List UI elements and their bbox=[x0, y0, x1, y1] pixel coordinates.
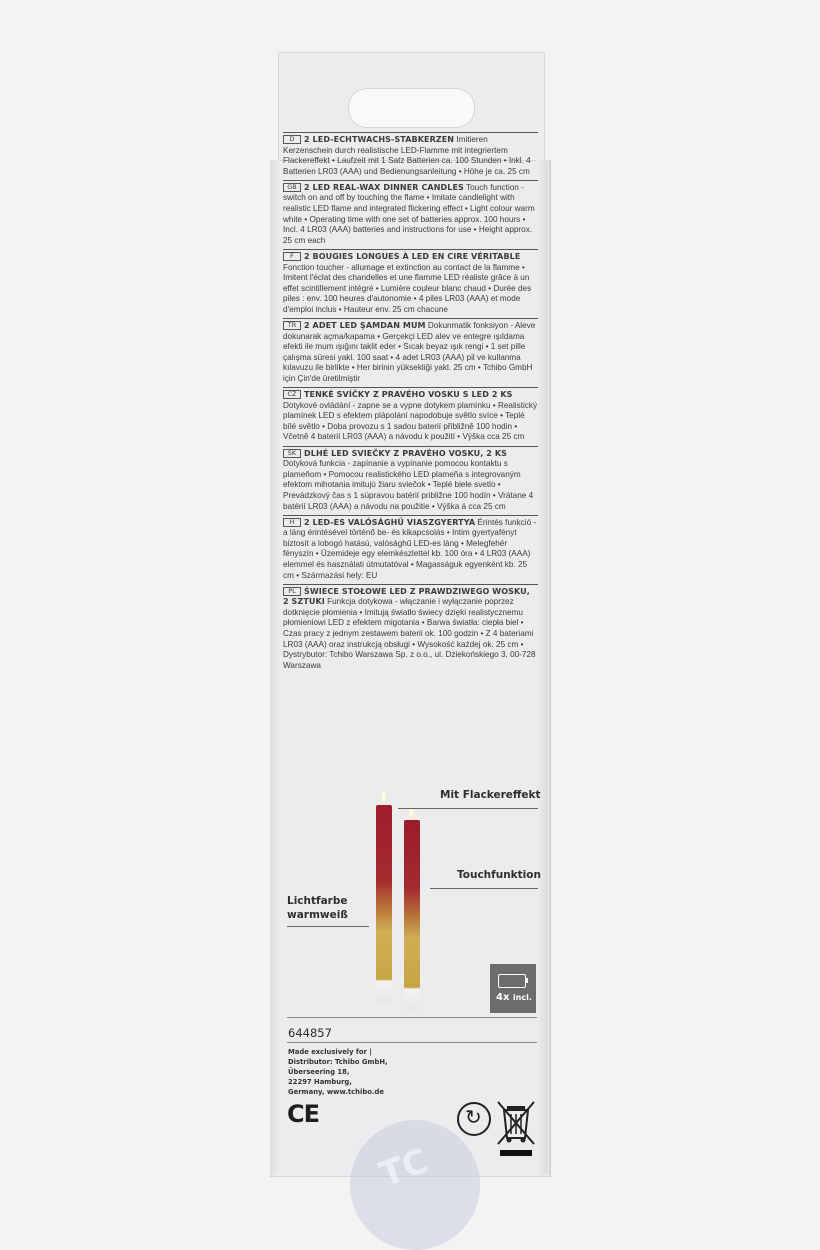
lang-text: Fonction toucher - allumage et extinction au contact de la flamme • Imitent l'éclat des chandelles et une flamme LED réaliste grâce à un effet scintillement intégré • Lumière couleur blanc chaud • Durée des piles : env. 100 heures d'autonomie • 4 piles LR03 (AAA) et mode d'emploi inclus • Hauteur env. 25 cm chacune bbox=[283, 262, 532, 314]
distributor-line: 22297 Hamburg, bbox=[288, 1078, 352, 1086]
lang-code: TR bbox=[283, 321, 301, 330]
distributor-line: Made exclusively for | bbox=[288, 1048, 372, 1056]
lang-code: H bbox=[283, 518, 301, 527]
distributor-info bbox=[288, 1047, 388, 1097]
lang-code: PL bbox=[283, 587, 301, 596]
lang-text: Dotyková funkcia - zapínanie a vypínanie pomocou kontaktu s plameňom • Pomocou realistického LED plameňa s integrovaným efektom mihotania imitujú žiaru sviečok • Teplé biele svetlo • Prevádzkový čas s 1 súpravou batérií približne 100 hodín • Vrátane 4 batérií LR03 (AAA) a návodu na použitie • Výška á cca 25 cm bbox=[283, 459, 534, 511]
box-left-edge bbox=[270, 160, 280, 1175]
lang-text: Dokunmatik fonksiyon - Aleve dokunarak açma/kapama • Gerçekçi LED alev ve entegre ışıldama efekti ile mum ışığını taklit eder • Sıcak beyaz ışık rengi • 1 set pille çalışma süresi yakl. 100 saat • 4 adet LR03 (AAA) pil ve kullanma kılavuzu ile birlikte • Her birinin yüksekliği yakl. 25 cm • Tchibo GmbH için Çin'de üretilmiştir bbox=[283, 321, 536, 383]
battery-suffix: incl. bbox=[512, 993, 532, 1002]
separator bbox=[283, 446, 538, 447]
feature-flicker: Mit Flackereffekt bbox=[440, 789, 541, 801]
language-panel bbox=[283, 130, 538, 674]
ce-mark: CE bbox=[287, 1100, 320, 1128]
lang-block-pl bbox=[283, 587, 538, 672]
lang-title: 2 LED-ECHTWACHS-STABKERZEN bbox=[304, 135, 455, 144]
distributor-line: Germany, www.tchibo.de bbox=[288, 1088, 384, 1096]
lang-title: 2 BOUGIES LONGUES À LED EN CIRE VÉRITABLE bbox=[304, 251, 521, 261]
lang-code: F bbox=[283, 252, 301, 261]
battery-badge bbox=[490, 964, 536, 1013]
battery-count bbox=[496, 992, 532, 1003]
lang-text: Funkcja dotykowa - włączanie i wyłączanie poprzez dotknięcie płomienia • Imitują światło świecy dzięki realistycznemu płomieniowi LED z efektem migotania • Barwa światła: ciepła biel • Czas pracy z jednym zestawem baterii ok. 100 godzin • Z 4 bateriami LR03 (AAA) oraz instrukcją obsługi • Wysokość każdej ok. 25 cm • Dystrybutor: Tchibo Warszawa Sp. z o.o., ul. Dziekońskiego 3, 00-728 Warszawa bbox=[283, 597, 536, 670]
distributor-line: Distributor: Tchibo GmbH, bbox=[288, 1058, 388, 1066]
lang-code: GB bbox=[283, 183, 301, 192]
distributor-line: Überseering 18, bbox=[288, 1068, 350, 1076]
feature-light-color-2: warmweiß bbox=[287, 909, 348, 921]
lang-block-cz bbox=[283, 390, 538, 443]
separator bbox=[283, 132, 538, 133]
lang-code: D bbox=[283, 135, 301, 144]
lang-block-h bbox=[283, 518, 538, 582]
feature-divider bbox=[430, 888, 538, 889]
separator bbox=[283, 180, 538, 181]
candle-left bbox=[376, 805, 392, 1003]
lang-text: Imitieren Kerzenschein durch realistische LED-Flamme mit integriertem Flackereffekt • Laufzeit mit 1 Satz Batterien ca. 100 Stunden • Inkl. 4 Batterien LR03 (AAA) und Bedienungsanleitung • Höhe je ca. 25 cm bbox=[283, 135, 531, 176]
article-number: 644857 bbox=[288, 1026, 332, 1040]
lang-title: ŚWIECE STOŁOWE LED Z PRAWDZIWEGO WOSKU, 2 SZTUKI bbox=[283, 586, 530, 607]
lang-code: SK bbox=[283, 449, 301, 458]
lang-block-gb bbox=[283, 183, 538, 247]
lang-block-d bbox=[283, 135, 538, 177]
feature-divider bbox=[287, 926, 369, 927]
candle-right bbox=[404, 820, 420, 1010]
lang-code: CZ bbox=[283, 390, 301, 399]
divider bbox=[287, 1042, 537, 1043]
separator bbox=[283, 249, 538, 250]
lang-block-tr bbox=[283, 321, 538, 385]
lang-block-f bbox=[283, 252, 538, 316]
feature-touch: Touchfunktion bbox=[457, 869, 541, 881]
separator bbox=[283, 584, 538, 585]
lang-text: Érintés funkció - a láng érintésével történő be- és kikapcsolás • Intim gyertyafényt biztosít a lobogó hatású, valósághű LED-es láng • Melegfehér fényszín • Üzemidejе egy elemkészlettel kb. 100 óra • 4 LR03 (AAA) elemmel és használati útmutatóval • Magasságuk egyenként kb. 25 cm • Származási hely: EU bbox=[283, 517, 537, 580]
lang-title: DLHÉ LED SVIEČKY Z PRAVÉHO VOSKU, 2 KS bbox=[304, 448, 508, 458]
lang-title: TENKÉ SVÍČKY Z PRAVÉHO VOSKU S LED 2 KS bbox=[304, 390, 513, 400]
battery-tip bbox=[525, 978, 528, 983]
divider bbox=[287, 1017, 537, 1018]
hang-hole bbox=[348, 88, 475, 128]
recycle-icon: ↻ bbox=[457, 1102, 491, 1136]
separator bbox=[283, 515, 538, 516]
faded-stamp-logo: TC bbox=[374, 1140, 434, 1196]
separator bbox=[283, 318, 538, 319]
lang-title: 2 LED REAL-WAX DINNER CANDLES bbox=[304, 182, 464, 192]
lang-text: Touch function - switch on and off by touching the flame • Imitate candlelight with realistic LED flame and integrated flickering effect • Light colour warm white • Operating time with one set of batteries approx. 100 hours • Incl. 4 LR03 (AAA) batteries and instructions for use • Height approx. 25 cm each bbox=[283, 182, 535, 245]
separator bbox=[283, 387, 538, 388]
lang-title: 2 ADET LED ŞAMDAN MUM bbox=[304, 321, 426, 330]
candle-flame-icon bbox=[381, 790, 386, 804]
battery-count-value: 4x bbox=[496, 992, 510, 1003]
weee-bin-icon bbox=[496, 1100, 536, 1158]
lang-block-sk bbox=[283, 449, 538, 513]
lang-title: 2 LED-ES VALÓSÁGHŰ VIASZGYERTYA bbox=[304, 517, 476, 527]
battery-icon bbox=[498, 974, 526, 988]
feature-divider bbox=[398, 808, 538, 809]
box-right-edge bbox=[537, 160, 548, 1175]
feature-light-color-1: Lichtfarbe bbox=[287, 895, 348, 907]
lang-text: Dotykové ovládání - zapne se a vypne dotykem plamínku • Realistický plamínek LED s efektem plápolání napodobuje světlo svíce • Teplé bílé světlo • Doba provozu s 1 sadou baterií přibližně 100 hodin • Včetně 4 baterií LR03 (AAA) a návodu k použití • Výška cca 25 cm bbox=[283, 400, 538, 442]
